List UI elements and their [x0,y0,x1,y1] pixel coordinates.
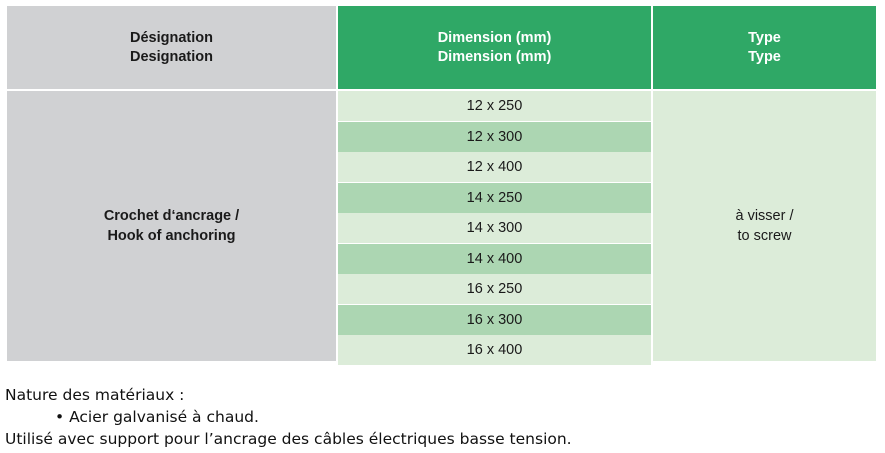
header-designation [7,6,336,89]
dimension-column [338,91,651,361]
product-table [7,6,876,361]
header-dimension [338,6,651,89]
type-fr: à visser / [735,208,794,224]
dimension-row: 16 x 250 [338,274,651,304]
header-dimension-fr: Dimension (mm) [437,29,552,46]
dimension-row: 14 x 300 [338,213,651,243]
designation-cell [7,91,336,361]
header-dimension-en: Dimension (mm) [437,48,552,65]
header-type-fr: Type [748,29,781,46]
notes-usage: Utilisé avec support pour l’ancrage des câbles électriques basse tension. [5,430,572,448]
dimension-row: 14 x 400 [338,244,651,274]
material-notes [5,384,875,450]
notes-title: Nature des matériaux : [5,386,185,404]
dimension-row: 12 x 400 [338,152,651,182]
header-designation-en: Designation [130,48,213,65]
dimension-row: 12 x 300 [338,122,651,152]
header-type-en: Type [748,48,781,65]
designation-en: Hook of anchoring [107,228,236,244]
designation-fr: Crochet d‘ancrage / [103,208,240,224]
type-en: to screw [737,228,792,244]
dimension-row: 16 x 400 [338,335,651,365]
dimension-row: 14 x 250 [338,183,651,213]
dimension-row: 16 x 300 [338,305,651,335]
header-designation-fr: Désignation [130,29,213,46]
header-type [653,6,876,89]
dimension-row: 12 x 250 [338,91,651,121]
notes-bullet: • Acier galvanisé à chaud. [55,408,259,426]
type-cell [653,91,876,361]
